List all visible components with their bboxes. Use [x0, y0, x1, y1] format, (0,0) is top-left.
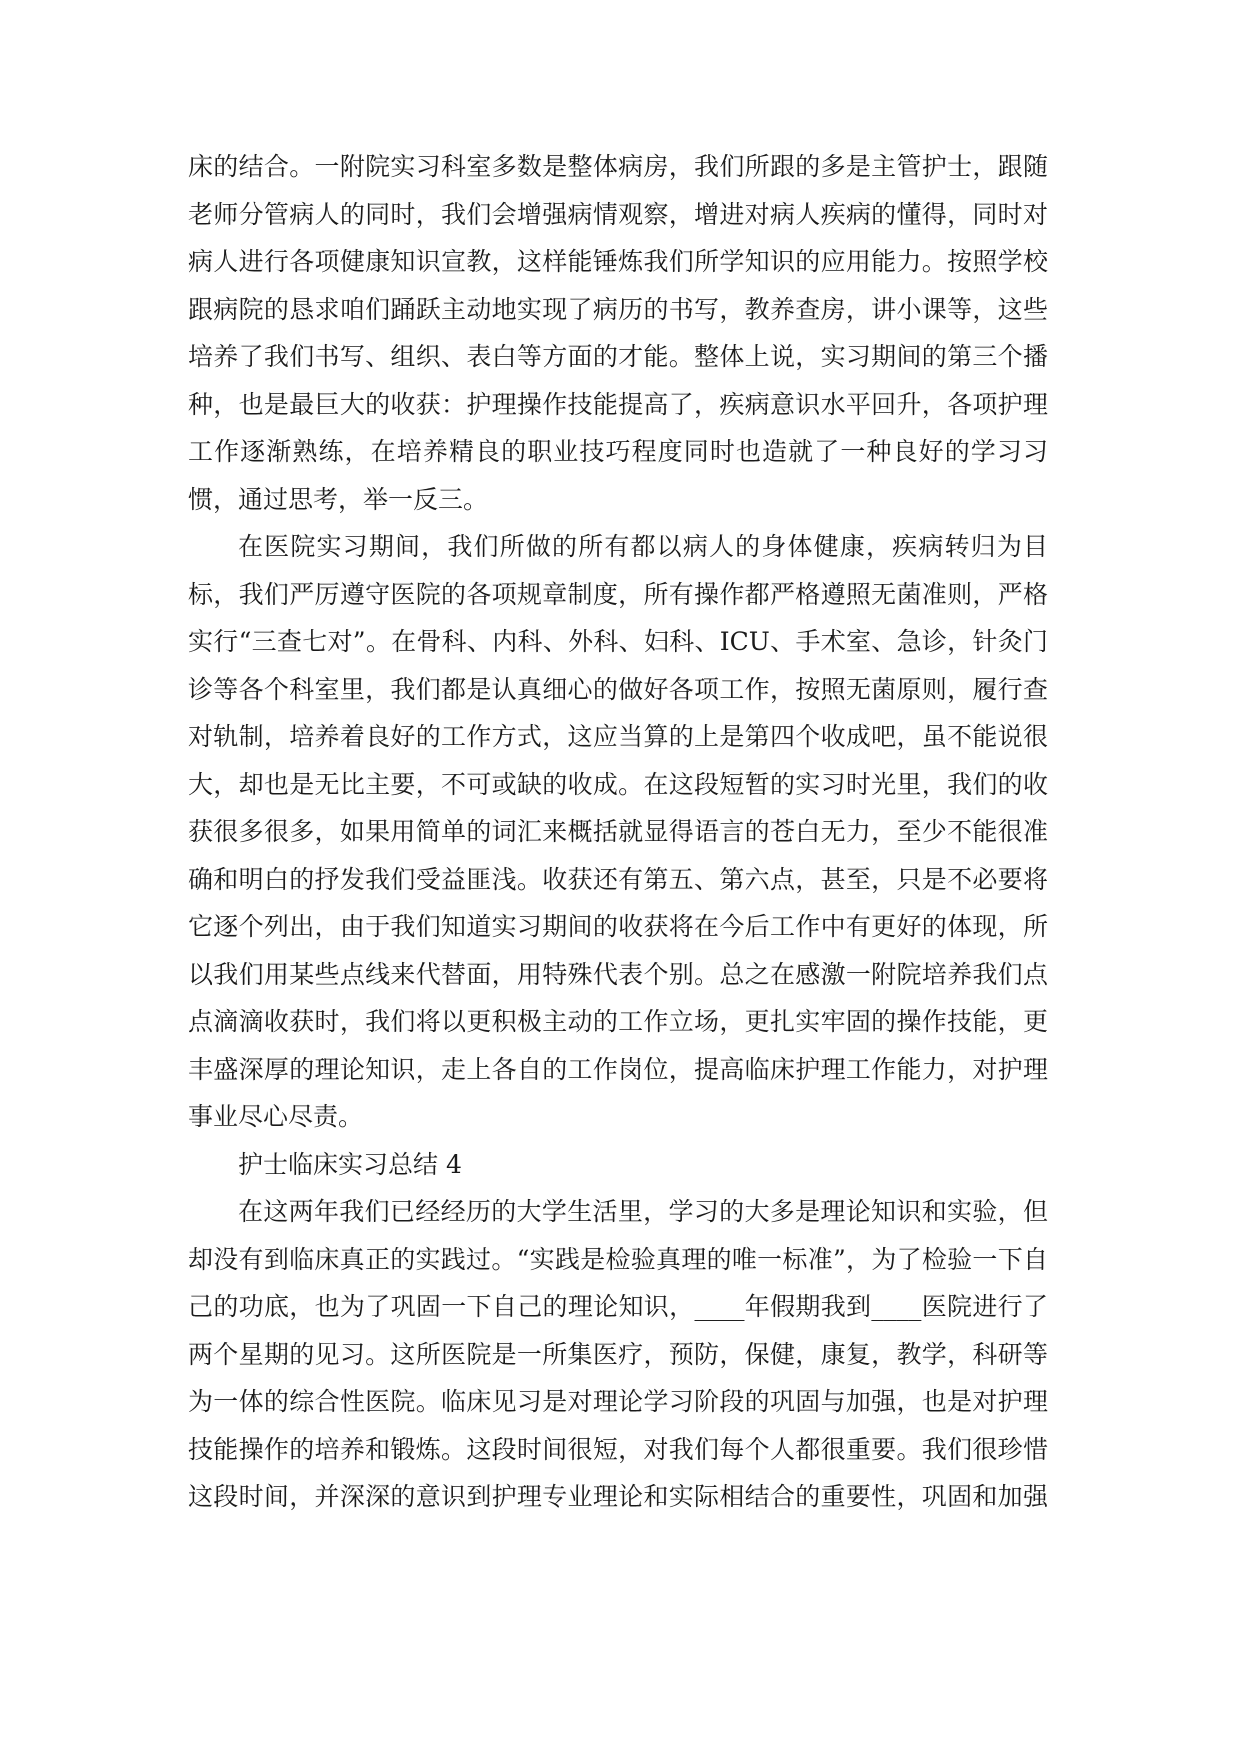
paragraph-line: 大，却也是无比主要，不可或缺的收成。在这段短暂的实习时光里，我们的收: [188, 769, 1048, 799]
paragraph-line: 它逐个列出，由于我们知道实习期间的收获将在今后工作中有更好的体现，所: [188, 912, 1048, 941]
paragraph-1: [188, 143, 1048, 523]
paragraph-line: 对轨制，培养着良好的工作方式，这应当算的上是第四个收成吧，虽不能说很: [188, 722, 1048, 751]
document-body: [188, 143, 1048, 1521]
paragraph-line: 点滴滴收获时，我们将以更积极主动的工作立场，更扎实牢固的操作技能，更: [188, 1007, 1048, 1036]
paragraph-2: [188, 523, 1048, 1141]
section-heading: 护士临床实习总结 4: [238, 1149, 462, 1179]
paragraph-line: 病人进行各项健康知识宣教，这样能锤炼我们所学知识的应用能力。按照学校: [188, 247, 1048, 276]
paragraph-3: [188, 1188, 1048, 1521]
paragraph-line: 实行“三查七对”。在骨科、内科、外科、妇科、ICU、手术室、急诊，针灸门: [188, 627, 1048, 656]
paragraph-line: 工作逐渐熟练，在培养精良的职业技巧程度同时也造就了一种良好的学习习: [188, 437, 1048, 466]
paragraph-line: 培养了我们书写、组织、表白等方面的才能。整体上说，实习期间的第三个播: [188, 342, 1048, 371]
paragraph-line: 这段时间，并深深的意识到护理专业理论和实际相结合的重要性，巩固和加强: [188, 1482, 1048, 1511]
paragraph-line: 确和明白的抒发我们受益匪浅。收获还有第五、第六点，甚至，只是不必要将: [188, 864, 1048, 894]
paragraph-line: 两个星期的见习。这所医院是一所集医疗，预防，保健，康复，教学，科研等: [188, 1339, 1048, 1369]
paragraph-line: 惯，通过思考，举一反三。: [188, 484, 489, 514]
paragraph-line: 事业尽心尽责。: [188, 1102, 364, 1131]
paragraph-line: 床的结合。一附院实习科室多数是整体病房，我们所跟的多是主管护士，跟随: [188, 152, 1048, 181]
paragraph-line: 种，也是最巨大的收获：护理操作技能提高了，疾病意识水平回升，各项护理: [188, 389, 1048, 419]
paragraph-line: 标，我们严厉遵守医院的各项规章制度，所有操作都严格遵照无菌准则，严格: [188, 579, 1048, 609]
paragraph-line: 获很多很多，如果用简单的词汇来概括就显得语言的苍白无力，至少不能很准: [188, 817, 1048, 846]
paragraph-line: 在医院实习期间，我们所做的所有都以病人的身体健康，疾病转归为目: [238, 532, 1048, 561]
paragraph-line: 丰盛深厚的理论知识，走上各自的工作岗位，提高临床护理工作能力，对护理: [188, 1054, 1048, 1084]
paragraph-line: 己的功底，也为了巩固一下自己的理论知识，____年假期我到____医院进行了: [188, 1292, 1048, 1321]
paragraph-line: 诊等各个科室里，我们都是认真细心的做好各项工作，按照无菌原则，履行查: [188, 674, 1048, 704]
paragraph-line: 为一体的综合性医院。临床见习是对理论学习阶段的巩固与加强，也是对护理: [188, 1387, 1048, 1416]
paragraph-line: 却没有到临床真正的实践过。“实践是检验真理的唯一标准”，为了检验一下自: [188, 1244, 1048, 1274]
paragraph-line: 以我们用某些点线来代替面，用特殊代表个别。总之在感激一附院培养我们点: [188, 959, 1048, 989]
paragraph-line: 技能操作的培养和锻炼。这段时间很短，对我们每个人都很重要。我们很珍惜: [188, 1434, 1048, 1464]
paragraph-line: 跟病院的恳求咱们踊跃主动地实现了病历的书写，教养查房，讲小课等，这些: [188, 294, 1048, 324]
paragraph-line: 在这两年我们已经经历的大学生活里，学习的大多是理论知识和实验，但: [238, 1197, 1048, 1226]
paragraph-line: 老师分管病人的同时，我们会增强病情观察，增进对病人疾病的懂得，同时对: [188, 199, 1048, 229]
